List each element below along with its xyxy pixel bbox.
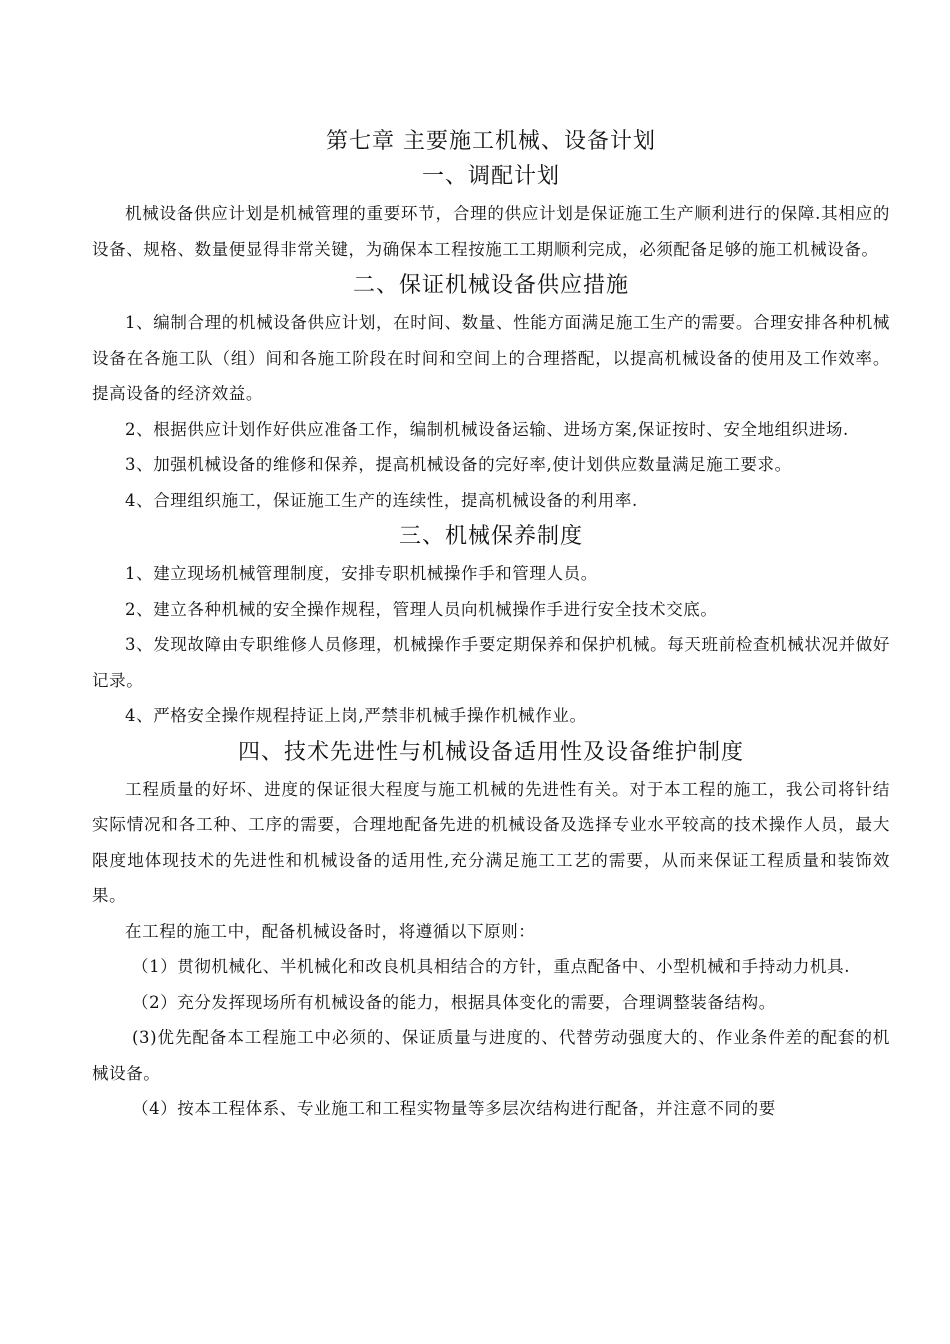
paragraph: 3、发现故障由专职维修人员修理，机械操作手要定期保养和保护机械。每天班前检查机械状况并做好记录。 — [92, 635, 890, 690]
section-heading-1: 一、调配计划 — [421, 164, 560, 189]
section-heading-2: 二、保证机械设备供应措施 — [352, 273, 629, 298]
principle-item-2: （2）充分发挥现场所有机械设备的能力，根据具体变化的需要，合理调整装备结构。 — [132, 992, 776, 1012]
paragraph: 工程质量的好坏、进度的保证很大程度与施工机械的先进性有关。对于本工程的施工，我公司将针结实际情况和各工种、工序的需要，合理地配备先进的机械设备及选择专业水平较高的技术操作人员，最大限度地体现技术的先进性和机械设备的适用性,充分满足施工工艺的需要，从而来保证工程质量和装饰效果。 — [92, 779, 890, 905]
section-heading-4: 四、技术先进性与机械设备适用性及设备维护制度 — [237, 739, 744, 765]
paragraph: 2、根据供应计划作好供应准备工作，编制机械设备运输、进场方案,保证按时、安全地组织进场. — [125, 419, 849, 439]
paragraph: 2、建立各种机械的安全操作规程，管理人员向机械操作手进行安全技术交底。 — [125, 599, 718, 619]
chapter-title: 第七章 主要施工机械、设备计划 — [326, 129, 656, 154]
section-heading-3: 三、机械保养制度 — [398, 524, 583, 549]
paragraph: 机械设备供应计划是机械管理的重要环节，合理的供应计划是保证施工生产顺利进行的保障.其相应的设备、规格、数量便显得非常关键，为确保本工程按施工工期顺利完成，必须配备足够的施工机械设备。 — [92, 204, 890, 259]
paragraph: 1、建立现场机械管理制度，安排专职机械操作手和管理人员。 — [125, 564, 598, 583]
paragraph: 4、合理组织施工，保证施工生产的连续性，提高机械设备的利用率. — [125, 490, 638, 510]
paragraph: 在工程的施工中，配备机械设备时，将遵循以下原则： — [125, 921, 536, 941]
principle-item-3: (3)优先配备本工程施工中必须的、保证质量与进度的、代替劳动强度大的、作业条件差的配套的机械设备。 — [92, 1028, 890, 1083]
paragraph: 1、编制合理的机械设备供应计划，在时间、数量、性能方面满足施工生产的需要。合理安排各种机械设备在各施工队（组）间和各施工阶段在时间和空间上的合理搭配，以提高机械设备的使用及工作效率。提高设备的经济效益。 — [92, 313, 890, 403]
principle-item-1: （1）贯彻机械化、半机械化和改良机具相结合的方针，重点配备中、小型机械和手持动力机具. — [132, 957, 851, 976]
paragraph: 4、严格安全操作规程持证上岗,严禁非机械手操作机械作业。 — [125, 706, 587, 725]
principle-item-4: （4）按本工程体系、专业施工和工程实物量等多层次结构进行配备，并注意不同的要 — [132, 1099, 776, 1118]
paragraph: 3、加强机械设备的维修和保养，提高机械设备的完好率,使计划供应数量满足施工要求。 — [125, 455, 792, 474]
